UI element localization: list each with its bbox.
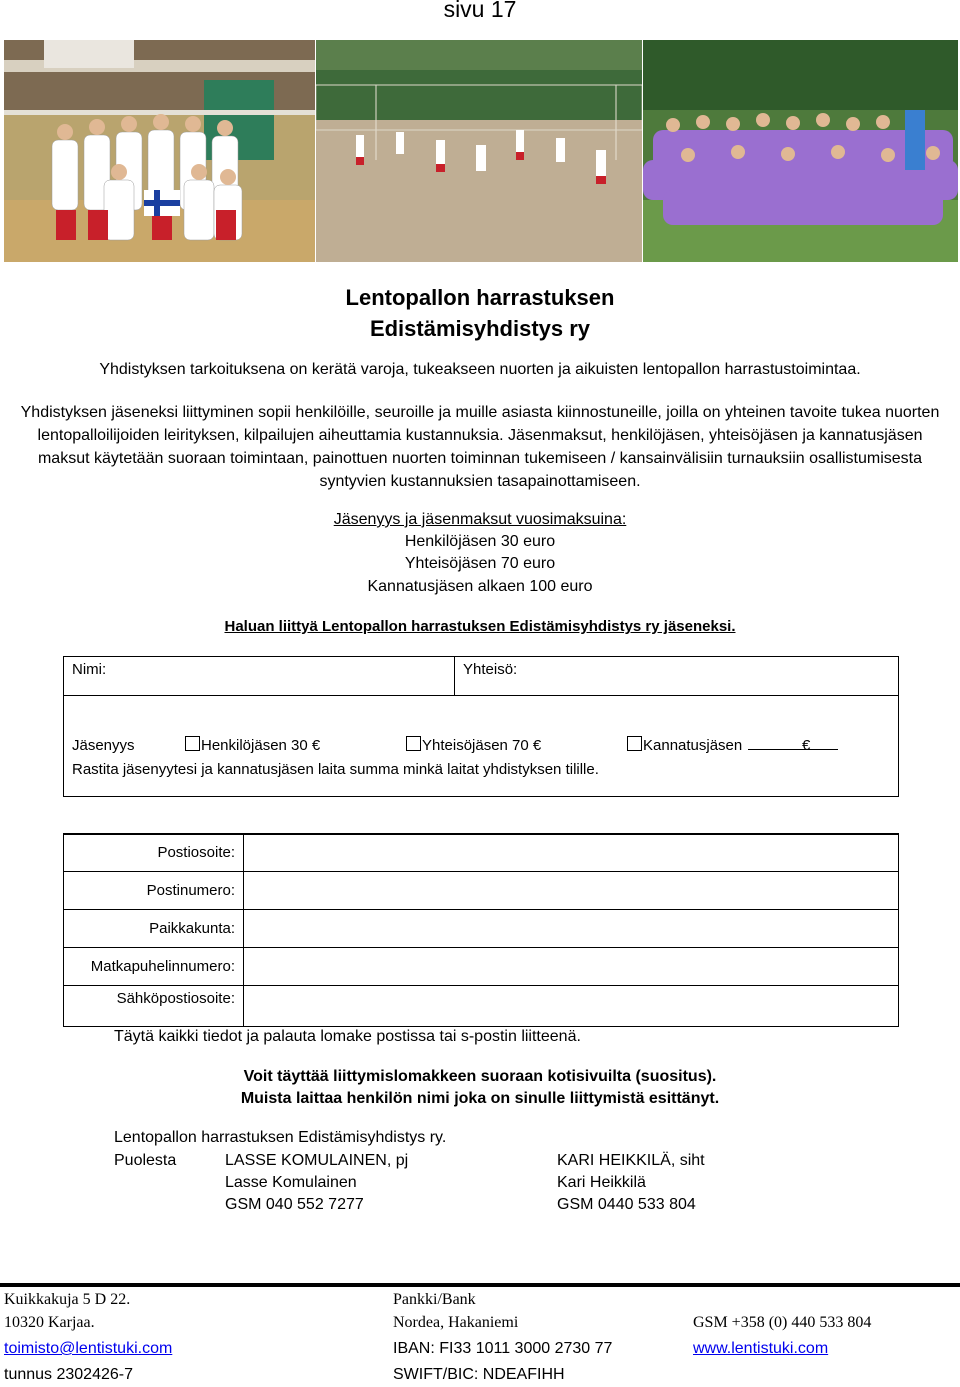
page-number: sivu 17 [443,0,517,22]
membership-box [63,695,899,797]
chair-name: Lasse Komulainen [225,1174,357,1191]
footer-website-link[interactable]: www.lentistuki.com [693,1340,829,1357]
membership-paragraph: Yhdistyksen jäseneksi liittyminen sopii henkilöille, seuroille ja muille asiasta kiinnostuneille, joilla on yhteinen tavoite tukea nuorten lentopalloilijoiden leirityksen, kilpailujen aiheuttamia kustannuksia. Jäsenmaksut, henkilöjäsen, yhteisöjäsen ja kannatusjäsen maksut käytetään suoraan toimintaan, painottuen nuorten toiminnan tukemiseen / kansainvälisiin turnauksiin osallistumisesta syntyvien kustannuksien tasapainottamiseen. [20,404,940,490]
email-label: Sähköpostiosoite: [64,986,244,1026]
team-photo-indoor [4,40,315,262]
footer-swift: SWIFT/BIC: NDEAFIHH [393,1366,565,1383]
purpose-paragraph: Yhdistyksen tarkoituksena on kerätä varoja, tukeakseen nuorten ja aikuisten lentopallon harrastustoimintaa. [99,361,861,378]
organization-field[interactable] [455,657,898,695]
email-row[interactable] [63,986,899,1027]
chair-title: LASSE KOMULAINEN, pj [225,1152,409,1169]
footer-iban: IBAN: FI33 1011 3000 2730 77 [393,1340,613,1357]
mobile-label: Matkapuhelinnumero: [64,948,244,985]
option-personal: Henkilöjäsen 30 € [201,737,321,754]
option-supporter: Kannatusjäsen [643,737,743,754]
secretary-phone: GSM 0440 533 804 [557,1196,696,1213]
name-org-row [63,656,899,696]
on-behalf-label: Puolesta [114,1152,177,1169]
org-title-line1: Lentopallon harrastuksen [345,285,615,310]
footer-business-id: tunnus 2302426-7 [4,1366,133,1383]
name-field[interactable] [64,657,455,695]
supporter-amount-field[interactable] [748,749,838,750]
footer-postal: 10320 Karjaa. [4,1314,95,1331]
checkbox-supporter[interactable] [627,736,642,751]
footer-bank-name: Nordea, Hakaniemi [393,1314,519,1331]
org-title-line2: Edistämisyhdistys ry [369,316,591,341]
group-photo-purple [643,40,958,262]
membership-label: Jäsenyys [72,737,135,754]
postal-address-label: Postiosoite: [64,834,244,871]
secretary-name: Kari Heikkilä [557,1174,646,1191]
fee-organization: Yhteisöjäsen 70 euro [404,555,556,572]
fill-note: Täytä kaikki tiedot ja palauta lomake postissa tai s-postin liitteenä. [114,1028,581,1045]
join-statement: Haluan liittyä Lentopallon harrastuksen Edistämisyhdistys ry jäseneksi. [224,618,736,635]
footer-divider [0,1283,960,1287]
footer-street: Kuikkakuja 5 D 22. [4,1291,131,1308]
checkbox-organization[interactable] [406,736,421,751]
chair-phone: GSM 040 552 7277 [225,1196,364,1213]
beach-volleyball-photo [316,40,642,262]
city-label: Paikkakunta: [64,910,244,947]
footer-email-link[interactable]: toimisto@lentistuki.com [4,1340,173,1357]
option-organization: Yhteisöjäsen 70 € [422,737,542,754]
notice-line1: Voit täyttää liittymislomakkeen suoraan kotisivuilta (suositus). [243,1068,717,1085]
signature-org: Lentopallon harrastuksen Edistämisyhdistys ry. [114,1129,447,1146]
fee-supporter: Kannatusjäsen alkaen 100 euro [367,578,593,595]
secretary-title: KARI HEIKKILÄ, siht [557,1152,705,1169]
notice-line2: Muista laittaa henkilön nimi joka on sinulle liittymistä esittänyt. [240,1090,720,1107]
footer-bank-label: Pankki/Bank [393,1291,476,1308]
footer-gsm: GSM +358 (0) 440 533 804 [693,1314,872,1331]
membership-instruction: Rastita jäsenyytesi ja kannatusjäsen laita summa minkä laitat yhdistyksen tilille. [72,761,599,778]
postal-code-row[interactable] [63,872,899,910]
fees-heading: Jäsenyys ja jäsenmaksut vuosimaksuina: [333,511,627,528]
supporter-euro-sign: € [802,737,811,754]
address-row[interactable] [63,834,899,872]
name-label: Nimi: [72,661,107,678]
city-row[interactable] [63,910,899,948]
checkbox-personal[interactable] [185,736,200,751]
postal-code-label: Postinumero: [64,872,244,909]
fee-personal: Henkilöjäsen 30 euro [404,533,556,550]
organization-label: Yhteisö: [463,661,518,678]
mobile-row[interactable] [63,948,899,986]
